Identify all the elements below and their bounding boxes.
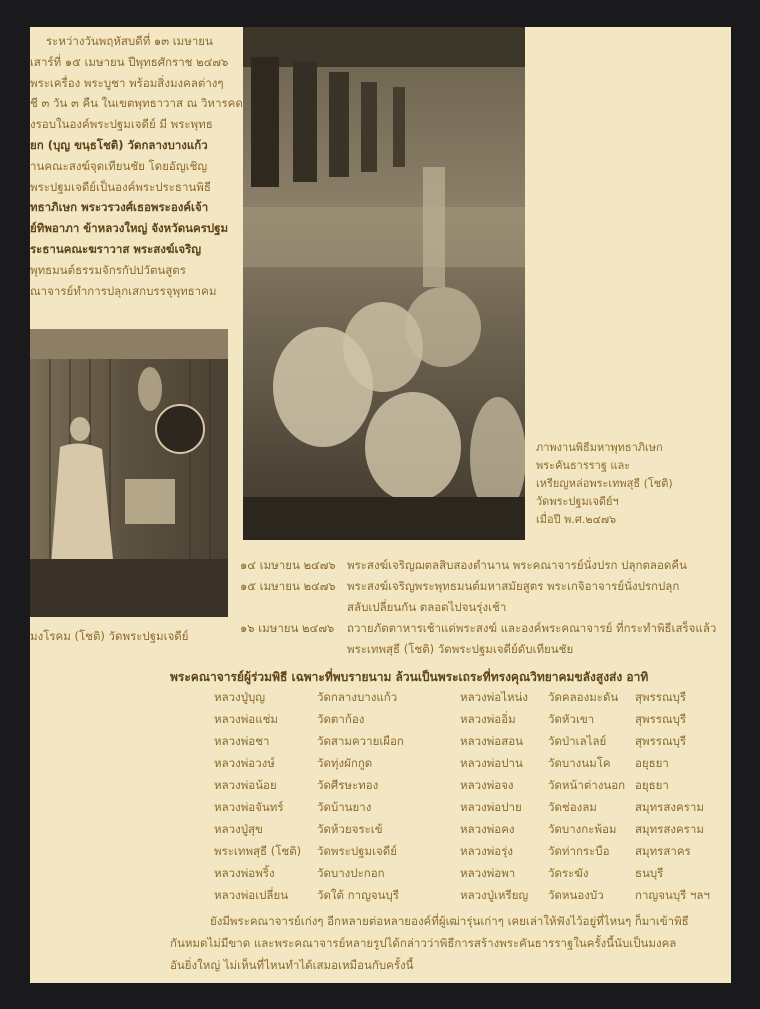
closing-line: ยังมีพระคณาจารย์เก่งๆ อีกหลายต่อหลายองค์ที่ผู้เฒ่ารุ่นเก่าๆ เคยเล่าให้ฟังไว้อยู่ที่ไหนๆ ก็มาเข้าพิธี (210, 914, 689, 928)
monk-temple: วัดหัวเขา (548, 712, 595, 726)
intro-line: ย์ทิพอาภา ข้าหลวงใหญ่ จังหวัดนครปฐม (30, 221, 229, 236)
monk-temple: วัดระฆัง (548, 866, 589, 880)
monk-temple: วัดกลางบางแก้ว (317, 690, 398, 704)
monk-row (214, 843, 724, 865)
caption-line: เหรียญหล่อพระเทพสุธี (โชติ) (536, 477, 673, 490)
monk-province: สุพรรณบุรี (635, 712, 687, 726)
monk-name: หลวงพ่อวงษ์ (214, 756, 275, 770)
monk-temple: วัดคลองมะดัน (548, 690, 619, 704)
monk-name: หลวงปู่เหรียญ (460, 888, 529, 902)
monk-province: อยุธยา (635, 778, 669, 792)
intro-line: งรอบในองค์พระปฐมเจดีย์ มี พระพุทธ (30, 117, 213, 132)
intro-line: ระธานคณะฆราวาส พระสงฆ์เจริญ (30, 241, 202, 256)
schedule-row (240, 620, 730, 641)
monk-name: หลวงพ่อเปลี่ยน (214, 888, 289, 902)
schedule-date: ๑๖ เมษายน ๒๔๗๖ (240, 621, 335, 635)
intro-line: ยก (บุญ ขนฺธโชติ) วัดกลางบางแก้ว (30, 137, 208, 152)
intro-line: พระเครื่อง พระบูชา พร้อมสิ่งมงคลต่างๆ (30, 75, 224, 90)
monk-name: หลวงพ่ออิ่ม (460, 712, 516, 726)
schedule-row (240, 578, 730, 599)
monk-province: สมุทรสาคร (635, 844, 691, 858)
intro-line: านคณะสงฆ์จุดเทียนชัย โดยอัญเชิญ (30, 158, 208, 173)
schedule-text: สลับเปลี่ยนกัน ตลอดไปจนรุ่งเช้า (347, 600, 507, 614)
monk-name: หลวงพ่อน้อย (214, 778, 277, 792)
monk-temple: วัดช่องลม (548, 800, 597, 814)
monk-row (214, 733, 724, 755)
monk-temple: วัดทุ่งผักกูด (317, 756, 373, 770)
caption-line: ภาพงานพิธีมหาพุทธาภิเษก (536, 441, 663, 454)
closing-line: กันหมดไม่มีขาด และพระคณาจารย์หลายรูปได้กล่าวว่าพิธีการสร้างพระคันธารราฐในครั้งนี้นับเป็นมงคล (170, 936, 677, 950)
schedule-text: พระสงฆ์เจริญพระพุทธมนต์มหาสมัยสูตร พระเกจิอาจารย์นั่งปรกปลุก (347, 579, 680, 593)
monk-province: กาญจนบุรี ฯลฯ (635, 888, 710, 902)
closing-line: อันยิ่งใหญ่ ไม่เห็นที่ไหนทำได้เสมอเหมือนกับครั้งนี้ (170, 958, 414, 972)
monk-name: หลวงพ่อไหน่ง (460, 690, 529, 704)
monk-name: หลวงพ่อจง (460, 778, 514, 792)
ceremony-photo (243, 27, 525, 540)
schedule-text: พระสงฆ์เจริญฌตลสิบสองตำนาน พระคณาจารย์นั่งปรก ปลุกตลอดคืน (347, 558, 687, 572)
monk-temple: วัดศีรษะทอง (317, 778, 379, 792)
caption-line: เมื่อปี พ.ศ.๒๔๗๖ (536, 513, 617, 526)
monk-row (214, 887, 724, 909)
schedule-text: ถวายภัตตาหารเช้าแด่พระสงฆ์ และองค์พระคณาจารย์ ที่กระทำพิธีเสร็จแล้ว (347, 621, 717, 635)
monk-name: พระเทพสุธี (โชติ) (214, 844, 302, 858)
portrait-caption: มงโรคม (โชติ) วัดพระปฐมเจดีย์ (30, 629, 189, 643)
monk-name: หลวงพ่อปาย (460, 800, 522, 814)
monk-temple: วัดห้วยจระเข้ (317, 822, 383, 836)
monk-row (214, 689, 724, 711)
monk-temple: วัดหนองบัว (548, 888, 604, 902)
monk-temple: วัดพระปฐมเจดีย์ (317, 844, 397, 858)
monk-name: หลวงปู่สุข (214, 822, 263, 836)
monk-temple: วัดสามควายเผือก (317, 734, 404, 748)
monk-province: สุพรรณบุรี (635, 690, 687, 704)
monk-name: หลวงพ่อชา (214, 734, 270, 748)
intro-line: พระปฐมเจดีย์เป็นองค์พระประธานพิธี (30, 179, 211, 194)
monk-temple: วัดใต้ กาญจนบุรี (317, 888, 399, 902)
intro-line: ชี ๓ วัน ๓ คืน ในเขตพุทธาวาส ณ วิหารคด (30, 96, 243, 111)
intro-paragraph (30, 31, 248, 301)
monk-name: หลวงปู่บุญ (214, 690, 266, 704)
monk-name: หลวงพ่อคง (460, 822, 515, 836)
monk-temple: วัดป่าเลไลย์ (548, 734, 607, 748)
monk-temple: วัดบางปะกอก (317, 866, 385, 880)
schedule-date: ๑๕ เมษายน ๒๔๗๖ (240, 579, 336, 593)
monk-province: สมุทรสงคราม (635, 800, 704, 814)
monk-row (214, 711, 724, 733)
monk-row (214, 865, 724, 887)
magazine-page (30, 27, 731, 983)
schedule-row (240, 599, 730, 620)
monk-name: หลวงพ่อสอน (460, 734, 523, 748)
monk-row (214, 777, 724, 799)
monk-portrait-photo (30, 329, 228, 617)
monk-province: สุพรรณบุรี (635, 734, 687, 748)
monk-list-title: พระคณาจารย์ผู้ร่วมพิธี เฉพาะที่พบรายนาม ล้วนเป็นพระเถระที่ทรงคุณวิทยาคมขลังสูงส่ง อาทิ (170, 670, 649, 684)
monk-temple: วัดบางกะพ้อม (548, 822, 617, 836)
closing-paragraph (170, 910, 730, 976)
monk-province: สมุทรสงคราม (635, 822, 704, 836)
schedule-row (240, 641, 730, 662)
intro-line: เสาร์ที่ ๑๕ เมษายน ปีพุทธศักราช ๒๔๗๖ (30, 54, 229, 69)
ceremony-photo-caption (536, 439, 726, 529)
monk-name: หลวงพ่อพริ้ง (214, 866, 275, 880)
intro-line: ณาจารย์ทำการปลุกเสกบรรจุพุทธาคม (30, 283, 217, 298)
monk-name: หลวงพ่อแช่ม (214, 712, 278, 726)
monk-temple: วัดตาก้อง (317, 712, 365, 726)
monk-province: อยุธยา (635, 756, 669, 770)
monk-list (214, 689, 724, 909)
intro-line: ระหว่างวันพฤหัสบดีที่ ๑๓ เมษายน (46, 34, 213, 48)
monk-temple: วัดบ้านยาง (317, 800, 372, 814)
monk-row (214, 755, 724, 777)
monk-row (214, 821, 724, 843)
schedule-date: ๑๔ เมษายน ๒๔๗๖ (240, 558, 336, 572)
monk-name: หลวงพ่อรุ่ง (460, 844, 513, 858)
schedule-text: พระเทพสุธี (โชติ) วัดพระปฐมเจดีย์ดับเทียนชัย (347, 642, 574, 656)
monk-temple: วัดหน้าต่างนอก (548, 778, 626, 792)
intro-line: พุทธมนต์ธรรมจักรกัปปวัตนสูตร (30, 262, 186, 277)
monk-name: หลวงพ่อปาน (460, 756, 523, 770)
schedule-row (240, 557, 730, 578)
monk-name: หลวงพ่อพา (460, 866, 516, 880)
intro-line: ทธาภิเษก พระวรวงศ์เธอพระองค์เจ้า (30, 200, 209, 215)
caption-line: พระคันธารราฐ และ (536, 459, 631, 472)
monk-temple: วัดท่ากระบือ (548, 844, 610, 858)
monk-name: หลวงพ่อจันทร์ (214, 800, 284, 814)
caption-line: วัดพระปฐมเจดีย์ฯ (536, 495, 619, 508)
monk-temple: วัดบางนมโค (548, 756, 611, 770)
monk-row (214, 799, 724, 821)
monk-province: ธนบุรี (635, 866, 664, 880)
ceremony-schedule (240, 557, 730, 662)
